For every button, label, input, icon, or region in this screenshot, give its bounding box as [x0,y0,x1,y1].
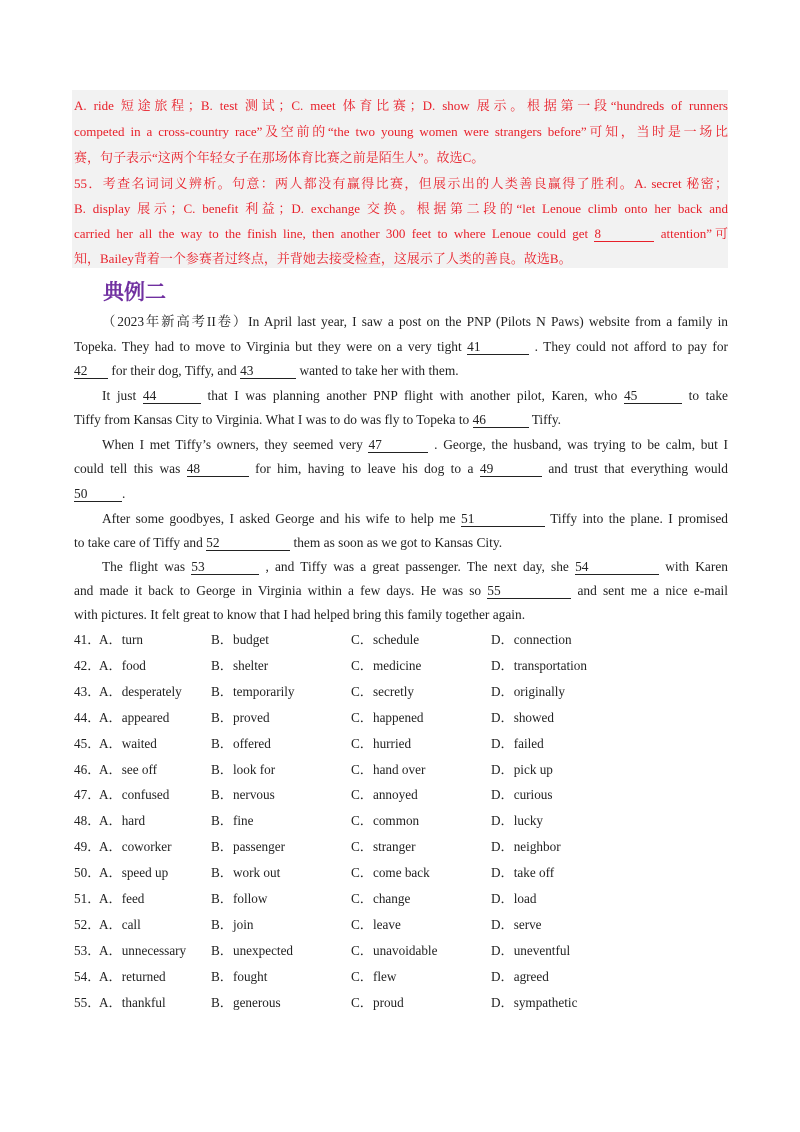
option-choice[interactable]: A．appeared [99,709,170,725]
option-choice[interactable]: B．offered [211,735,271,751]
passage-line [74,362,728,380]
option-choice[interactable]: D．neighbor [491,839,561,855]
blank-50: 50 [74,487,122,502]
passage-text: and made it back to George in Virginia within a few days. He was so [74,583,482,598]
passage-text: . They could not afford to pay for [534,339,728,354]
option-choice[interactable]: B．follow [211,891,268,906]
passage-text: Tiffy into the plane. I promised [550,511,728,526]
option-choice[interactable]: A．feed [99,891,145,906]
passage-text: to take [688,388,728,403]
option-choice[interactable]: C．come back [351,865,430,881]
option-choice[interactable]: A．thankful [99,994,166,1010]
option-choice[interactable]: B．proved [211,709,270,725]
option-choice[interactable]: D．curious [491,787,553,803]
option-choice[interactable]: C．secretly [351,683,414,699]
option-choice[interactable]: C．hand over [351,761,426,777]
question-number: 50． [74,865,101,881]
explanation-line [74,225,728,243]
option-choice[interactable]: C．flew [351,968,397,984]
option-choice[interactable]: B．passenger [211,839,285,855]
passage-text: Tiffy. [531,412,561,427]
passage-line: with pictures. It felt great to know that I had helped bring this family together again. [74,607,526,622]
option-choice[interactable]: B．look for [211,761,276,777]
option-choice[interactable]: B．work out [211,865,281,881]
option-choice[interactable]: C．change [351,891,411,906]
option-choice[interactable]: D．showed [491,709,555,725]
passage-text: The flight was [102,559,186,574]
passage-line [74,411,728,429]
option-choice[interactable]: A．waited [99,735,157,751]
explanation-line: competed in a cross-country race”及空前的“the two young women were strangers before”可知，当时是一场比 [74,124,728,139]
question-number: 43． [74,683,101,699]
blank-42: 42 [74,364,108,379]
question-number: 49． [74,839,101,855]
option-choice[interactable]: B．join [211,916,254,932]
option-choice[interactable]: C．common [351,813,420,829]
blank-53: 53 [191,560,259,575]
option-choice[interactable]: A．call [99,916,141,932]
question-number: 55． [74,994,101,1010]
option-choice[interactable]: D．pick up [491,761,553,777]
option-choice[interactable]: D．uneventful [491,942,571,958]
passage-text: Topeka. They had to move to Virginia but they were on a very tight [74,339,462,354]
option-choice[interactable]: D．take off [491,865,555,881]
question-number: 54． [74,968,101,984]
passage-text: that I was planning another PNP flight with another pilot, Karen, who [207,388,618,403]
question-number: 44． [74,709,101,725]
option-choice[interactable]: D．serve [491,916,542,932]
blank-51: 51 [461,512,545,527]
passage-line [102,387,728,405]
option-choice[interactable]: D．originally [491,683,565,699]
question-number: 46． [74,761,101,777]
explanation-line: 55．考查名词词义辨析。句意：两人都没有赢得比赛，但展示出的人类善良赢得了胜利。A. secret 秘密； [74,176,728,191]
passage-line [102,510,728,528]
explanation-line: 赛，句子表示“这两个年轻女子在那场体育比赛之前是陌生人”。故选C。 [74,150,485,165]
question-number: 47． [74,787,101,803]
question-number: 45． [74,735,101,751]
option-choice[interactable]: C．stranger [351,839,416,855]
blank-54: 54 [575,560,659,575]
blank-52: 52 [206,536,290,551]
option-choice[interactable]: B．nervous [211,787,275,803]
option-choice[interactable]: A．turn [99,632,143,647]
option-choice[interactable]: D．lucky [491,813,544,829]
passage-text: and sent me a nice e-mail [577,583,728,598]
passage-text: to take care of Tiffy and [74,535,203,550]
passage-text: them as soon as we got to Kansas City. [293,535,503,550]
passage-text: . George, the husband, was trying to be calm, but I [434,437,728,452]
option-choice[interactable]: C．annoyed [351,787,418,803]
passage-text: When I met Tiffy’s owners, they seemed very [102,437,363,452]
option-choice[interactable]: B．budget [211,632,269,647]
section-heading: 典例二 [103,280,166,304]
passage-line [74,338,728,356]
explanation-blank: 8 [594,227,654,242]
option-choice[interactable]: B．unexpected [211,942,294,958]
blank-48: 48 [187,462,249,477]
passage-line [74,460,728,478]
option-choice[interactable]: A．confused [99,787,170,803]
option-choice[interactable]: A．see off [99,761,157,777]
option-choice[interactable]: A．food [99,657,146,673]
explanation-line: A. ride 短途旅程；B. test 测试；C. meet 体育比赛；D. show 展示。根据第一段“hundreds of runners [74,98,728,113]
option-choice[interactable]: A．speed up [99,865,169,881]
option-choice[interactable]: A．unnecessary [99,942,187,958]
option-choice[interactable]: B．generous [211,994,281,1010]
option-choice[interactable]: B．shelter [211,657,269,673]
passage-line: （2023年新高考II卷）In April last year, I saw a post on the PNP (Pilots N Paws) website from a family in [102,314,728,329]
question-number: 48． [74,813,101,829]
option-choice[interactable]: A．desperately [99,683,182,699]
passage-text: , and Tiffy was a great passenger. The next day, she [265,559,569,574]
blank-43: 43 [240,364,296,379]
explanation-line: 知，Bailey背着一个参赛者过终点，并背她去接受检查，这展示了人类的善良。故选B。 [74,251,572,266]
question-number: 51． [74,891,101,906]
passage-text: After some goodbyes, I asked George and his wife to help me [102,511,456,526]
option-choice[interactable]: A．returned [99,968,166,984]
option-choice[interactable]: C．happened [351,709,424,725]
question-number: 53． [74,942,101,958]
passage-line [74,534,728,552]
passage-line [74,582,728,600]
explanation-line: B. display 展示；C. benefit 利益；D. exchange 交换。根据第二段的“let Lenoue climb onto her back and [74,201,728,216]
blank-41: 41 [467,340,529,355]
passage-text: . [122,486,126,501]
passage-line [102,558,728,576]
blank-55: 55 [487,584,571,599]
option-choice[interactable]: A．coworker [99,839,172,855]
option-choice[interactable]: D．failed [491,735,544,751]
blank-44: 44 [143,389,201,404]
passage-text: It just [102,388,137,403]
option-choice[interactable]: D．load [491,891,537,906]
question-number: 52． [74,916,101,932]
passage-text: with Karen [665,559,728,574]
passage-line [74,485,728,503]
option-choice[interactable]: B．fought [211,968,268,984]
option-choice[interactable]: D．connection [491,632,572,647]
passage-line [102,436,728,454]
option-choice[interactable]: B．temporarily [211,683,295,699]
option-choice[interactable]: A．hard [99,813,146,829]
option-choice[interactable]: D．sympathetic [491,994,578,1010]
option-choice[interactable]: C．schedule [351,632,420,647]
option-choice[interactable]: C．leave [351,916,401,932]
passage-text: wanted to take her with them. [299,363,459,378]
explanation-text: attention”可 [660,226,728,241]
option-choice[interactable]: B．fine [211,813,254,829]
option-choice[interactable]: C．medicine [351,657,422,673]
passage-text: for him, having to leave his dog to a [255,461,474,476]
explanation-text: carried her all the way to the finish line, then another 300 feet to where Lenoue could get [74,226,589,241]
option-choice[interactable]: D．agreed [491,968,549,984]
blank-49: 49 [480,462,542,477]
blank-45: 45 [624,389,682,404]
option-choice[interactable]: C．unavoidable [351,942,438,958]
blank-46: 46 [473,413,529,428]
option-choice[interactable]: C．hurried [351,735,412,751]
passage-text: for their dog, Tiffy, and [111,363,237,378]
passage-text: Tiffy from Kansas City to Virginia. What I was to do was fly to Topeka to [74,412,470,427]
option-choice[interactable]: D．transportation [491,657,587,673]
blank-47: 47 [368,438,428,453]
passage-text: could tell this was [74,461,181,476]
option-choice[interactable]: C．proud [351,994,404,1010]
question-number: 42． [74,657,101,673]
passage-text: and trust that everything would [548,461,728,476]
question-number: 41． [74,632,101,647]
